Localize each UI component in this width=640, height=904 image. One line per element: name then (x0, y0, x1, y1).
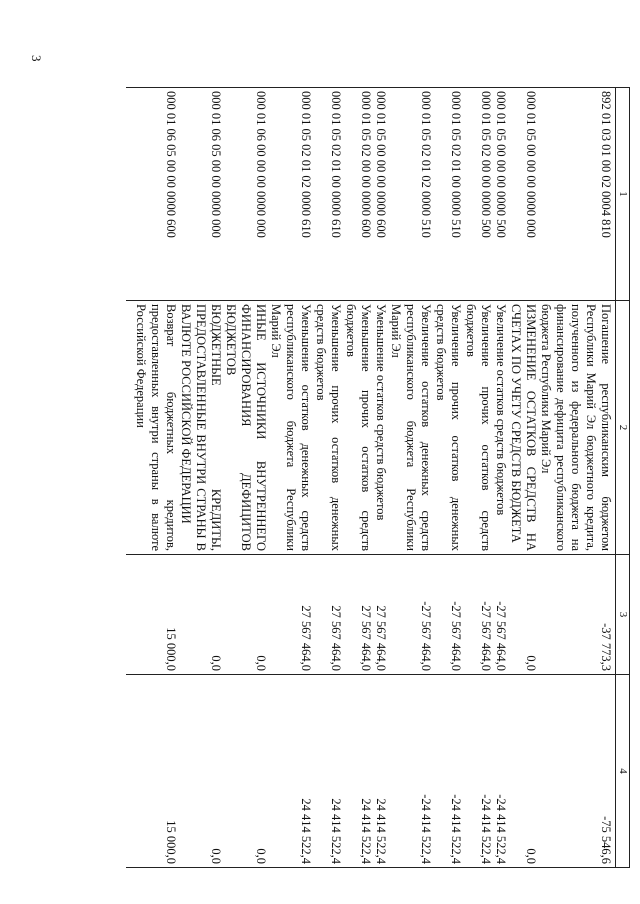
value-col-4: -24 414 522,4 (493, 675, 508, 868)
value-col-4: 15 000,0 (133, 675, 178, 868)
value-col-3: -27 567 464,0 (433, 555, 463, 675)
table-row (373, 88, 388, 868)
row-description: Увеличение остатков денежных средств республиканского бюджета Республики Марий Эл (388, 301, 433, 555)
table-body (126, 88, 616, 868)
value-col-3: 27 567 464,0 (343, 555, 373, 675)
row-description: Погашение республиканским бюджетом Республики Марий Эл бюджетного кредита, полученного из федерального бюджета на финансирование дефицита республиканского бюджета Республики Марий Эл (538, 301, 616, 555)
budget-sources-table (126, 87, 630, 868)
budget-code: 892 01 03 01 00 02 0004 810 (538, 88, 616, 301)
value-col-4: 0,0 (178, 675, 223, 868)
table-row (538, 88, 616, 868)
value-col-3: 27 567 464,0 (373, 555, 388, 675)
table-row (178, 88, 223, 868)
value-col-4: -24 414 522,4 (463, 675, 493, 868)
page-number: 3 (29, 55, 44, 62)
value-col-3: -27 567 464,0 (463, 555, 493, 675)
row-description: Возврат бюджетных кредитов, предоставленных внутри страны в валюте Российской Федерации (133, 301, 178, 555)
table-row (133, 88, 178, 868)
table-row (388, 88, 433, 868)
row-description: Увеличение прочих остатков средств бюджетов (463, 301, 493, 555)
budget-code: 000 01 05 02 01 00 0000 510 (433, 88, 463, 301)
value-col-4: -75 546,6 (538, 675, 616, 868)
budget-code: 000 01 05 00 00 00 0000 500 (493, 88, 508, 301)
value-col-4: 24 414 522,4 (343, 675, 373, 868)
value-col-4: 0,0 (508, 675, 538, 868)
value-col-4: 0,0 (223, 675, 268, 868)
value-col-3: 0,0 (508, 555, 538, 675)
value-col-3: -27 567 464,0 (388, 555, 433, 675)
budget-code: 000 01 05 00 00 00 0000 600 (373, 88, 388, 301)
table-bottom-spacer (126, 88, 133, 868)
budget-code: 000 01 05 02 00 00 0000 500 (463, 88, 493, 301)
header-col-1: 1 (616, 88, 630, 301)
budget-code: 000 01 05 00 00 00 0000 000 (508, 88, 538, 301)
budget-code: 000 01 05 02 01 02 0000 610 (268, 88, 313, 301)
row-description: Уменьшение остатков денежных средств республиканского бюджета Республики Марий Эл (268, 301, 313, 555)
row-description: ИЗМЕНЕНИЕ ОСТАТКОВ СРЕДСТВ НА СЧЕТАХ ПО УЧЕТУ СРЕДСТВ БЮДЖЕТА (508, 301, 538, 555)
table-row (223, 88, 268, 868)
table-row (508, 88, 538, 868)
budget-code: 000 01 06 05 00 00 0000 600 (133, 88, 178, 301)
value-col-4: -24 414 522,4 (388, 675, 433, 868)
header-col-4: 4 (616, 675, 630, 868)
budget-code: 000 01 05 02 01 00 0000 610 (313, 88, 343, 301)
value-col-3: 27 567 464,0 (313, 555, 343, 675)
budget-code: 000 01 06 05 00 00 0000 000 (178, 88, 223, 301)
row-description: Уменьшение прочих остатков денежных средств бюджетов (313, 301, 343, 555)
value-col-4: 24 414 522,4 (313, 675, 343, 868)
value-col-3: -27 567 464,0 (493, 555, 508, 675)
rotated-table-container (130, 87, 630, 867)
row-description: Увеличение остатков средств бюджетов (493, 301, 508, 555)
table-row (268, 88, 313, 868)
value-col-3: 0,0 (178, 555, 223, 675)
value-col-3: -37 773,3 (538, 555, 616, 675)
table-row (493, 88, 508, 868)
table-row (463, 88, 493, 868)
value-col-3: 0,0 (223, 555, 268, 675)
budget-code: 000 01 05 02 00 00 0000 600 (343, 88, 373, 301)
row-description: Увеличение прочих остатков денежных средств бюджетов (433, 301, 463, 555)
table-header-row (616, 88, 630, 868)
value-col-3: 15 000,0 (133, 555, 178, 675)
header-col-3: 3 (616, 555, 630, 675)
budget-code: 000 01 05 02 01 02 0000 510 (388, 88, 433, 301)
row-description: БЮДЖЕТНЫЕ КРЕДИТЫ, ПРЕДОСТАВЛЕННЫЕ ВНУТРИ СТРАНЫ В ВАЛЮТЕ РОССИЙСКОЙ ФЕДЕРАЦИИ (178, 301, 223, 555)
value-col-4: 24 414 522,4 (268, 675, 313, 868)
row-description: Уменьшение остатков средств бюджетов (373, 301, 388, 555)
table-row (313, 88, 343, 868)
row-description: Уменьшение прочих остатков средств бюджетов (343, 301, 373, 555)
row-description: ИНЫЕ ИСТОЧНИКИ ВНУТРЕННЕГО ФИНАНСИРОВАНИЯ ДЕФИЦИТОВ БЮДЖЕТОВ (223, 301, 268, 555)
value-col-4: 24 414 522,4 (373, 675, 388, 868)
budget-code: 000 01 06 00 00 00 0000 000 (223, 88, 268, 301)
value-col-3: 27 567 464,0 (268, 555, 313, 675)
table-row (433, 88, 463, 868)
header-col-2: 2 (616, 301, 630, 555)
table-row (343, 88, 373, 868)
value-col-4: -24 414 522,4 (433, 675, 463, 868)
